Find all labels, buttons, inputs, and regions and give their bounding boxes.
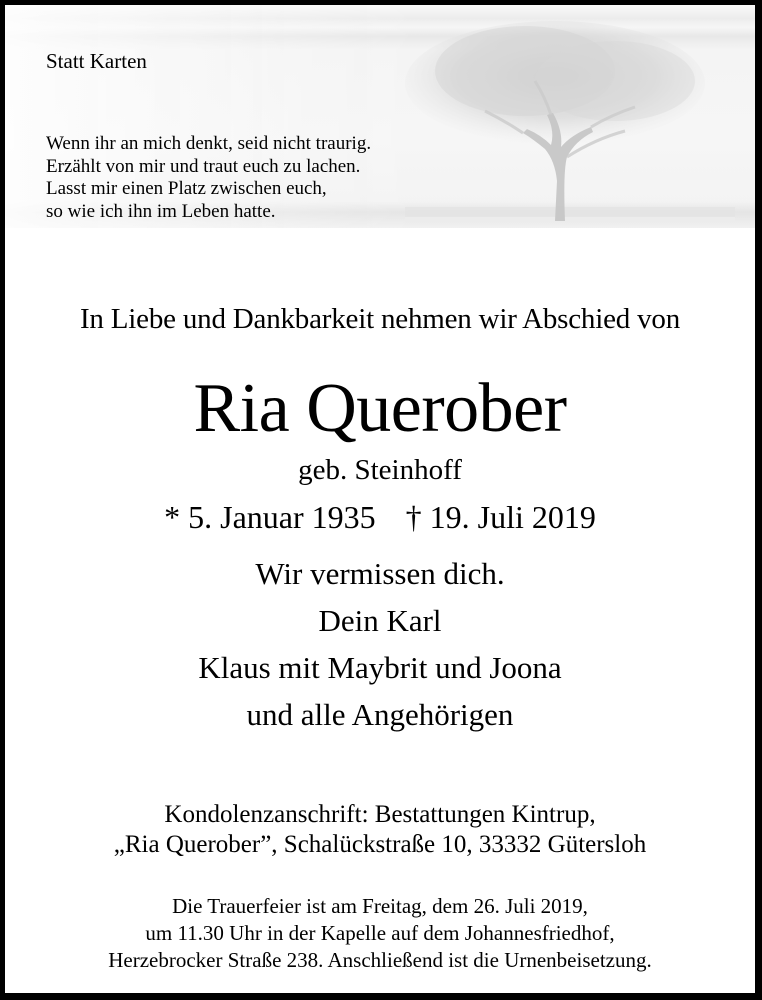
funeral-service-info — [5, 893, 755, 974]
mourners — [5, 550, 755, 738]
poem-line: Wenn ihr an mich denkt, seid nicht traurig. — [46, 133, 372, 154]
maiden-name: geb. Steinhoff — [298, 454, 462, 486]
poem-line: so wie ich ihn im Leben hatte. — [46, 200, 276, 222]
mourner-line: Dein Karl — [318, 603, 442, 638]
poem — [46, 133, 371, 223]
poem-line: Erzählt von mir und traut euch zu lachen. — [46, 155, 361, 177]
condolence-line: „Ria Querober”, Schalückstraße 10, 33332 Gütersloh — [113, 831, 647, 858]
poem-line: Lasst mir einen Platz zwischen euch, — [46, 178, 327, 199]
obituary-notice — [5, 5, 755, 993]
condolence-line: Kondolenzanschrift: Bestattungen Kintrup, — [164, 801, 596, 828]
life-dates — [5, 499, 755, 535]
mourner-line: Wir vermissen dich. — [255, 556, 505, 591]
mourner-line: und alle Angehörigen — [246, 697, 514, 732]
service-line: Die Trauerfeier ist am Freitag, dem 26. Juli 2019, — [172, 894, 588, 918]
tree-image — [405, 11, 735, 231]
death-date: 19. Juli 2019 — [429, 499, 596, 535]
condolence-address — [5, 800, 755, 860]
birth-star-icon: * — [164, 499, 181, 535]
deceased-name: Ria Querober — [193, 370, 567, 447]
service-line: um 11.30 Uhr in der Kapelle auf dem Johannesfriedhof, — [145, 921, 615, 945]
service-line: Herzebrocker Straße 238. Anschließend ist die Urnenbeisetzung. — [108, 948, 652, 972]
mourner-line: Klaus mit Maybrit und Joona — [198, 650, 562, 685]
intro-text: In Liebe und Dankbarkeit nehmen wir Abschied von — [79, 303, 681, 335]
statt-karten-label: Statt Karten — [46, 49, 147, 73]
birth-date: 5. Januar 1935 — [188, 499, 376, 535]
dagger-icon: † — [405, 499, 422, 535]
